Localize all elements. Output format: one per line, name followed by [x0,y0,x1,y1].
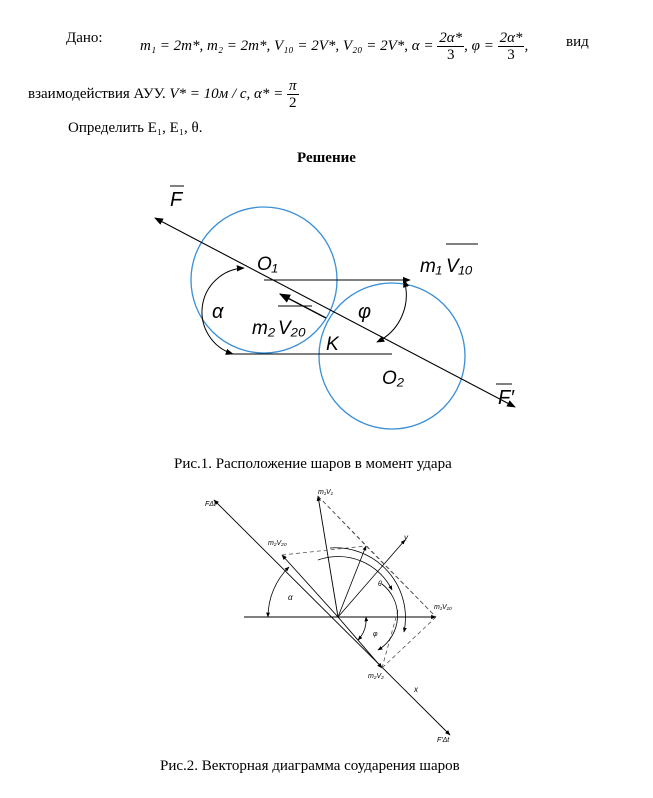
label-phi: φ [358,301,372,323]
label-F-dt-top: FΔt [205,501,216,508]
impulse-line [214,500,450,735]
figure-1 [0,170,653,450]
pi-fraction: $\frac{\pi}{2}$ [289,78,297,111]
label-x: x [414,685,418,694]
construction-lines [282,496,436,668]
alpha-fraction: $\frac{2\alpha*}{3}$ [439,30,463,63]
label-V20: V₂₀ [278,318,306,339]
given-vid: вид [566,34,589,50]
m2V2-vector [338,617,382,668]
given-line-1 [66,30,103,47]
task-line: Определить E₁, E₁, θ. [68,120,203,136]
force-line [155,218,515,407]
arc-2 [330,548,405,632]
label-O2: O₂ [382,368,405,389]
phi-fraction: $\frac{2\alpha*}{3}$ [499,30,523,63]
label-alpha-2: α [288,593,293,602]
alpha-arc-2 [268,567,289,617]
ball-2 [319,283,465,429]
label-m2: m₂ [252,318,276,339]
label-O1: O₁ [257,254,278,275]
label-F-prime: F′ [498,387,514,409]
label-theta: θ [378,581,382,588]
label-m1: m₁ [420,256,442,277]
figure-2 [0,480,653,750]
label-F: F [170,189,183,211]
given-line-2: взаимодействия АУУ. V* = 10м / с, α* = $\frac{\pi}{2}$ [28,78,297,111]
figure-1-caption: Рис.1. Расположение шаров в момент удара [174,456,452,472]
phi-arc [377,280,406,342]
label-K: K [326,334,339,355]
given-label: Дано: [66,30,103,46]
phi-arc-2 [358,617,366,640]
given-masses: m₁ = 2m*, m₂ = 2m*, V₁₀ = 2V*, V₂₀ = 2V*, α = $\frac{2\alpha*}{3}$ , φ = $\frac{2\alpha*}{3}$ , [140,30,529,63]
figure-2-caption: Рис.2. Векторная диаграмма соударения шаров [160,758,460,774]
label-m2V2: m₂V₂ [368,673,384,680]
label-y: y [404,533,408,542]
label-V10: V₁₀ [446,256,473,277]
label-F-dt-bottom: F′Δt [437,737,450,744]
solution-title: Решение [297,150,356,166]
label-m2V20: m₂V₂₀ [268,540,287,547]
label-m1V10: m₁V₁₀ [434,604,452,611]
label-m1V1: m₁V₁ [318,489,333,496]
label-alpha: α [212,301,224,323]
label-phi-2: φ [373,631,378,638]
